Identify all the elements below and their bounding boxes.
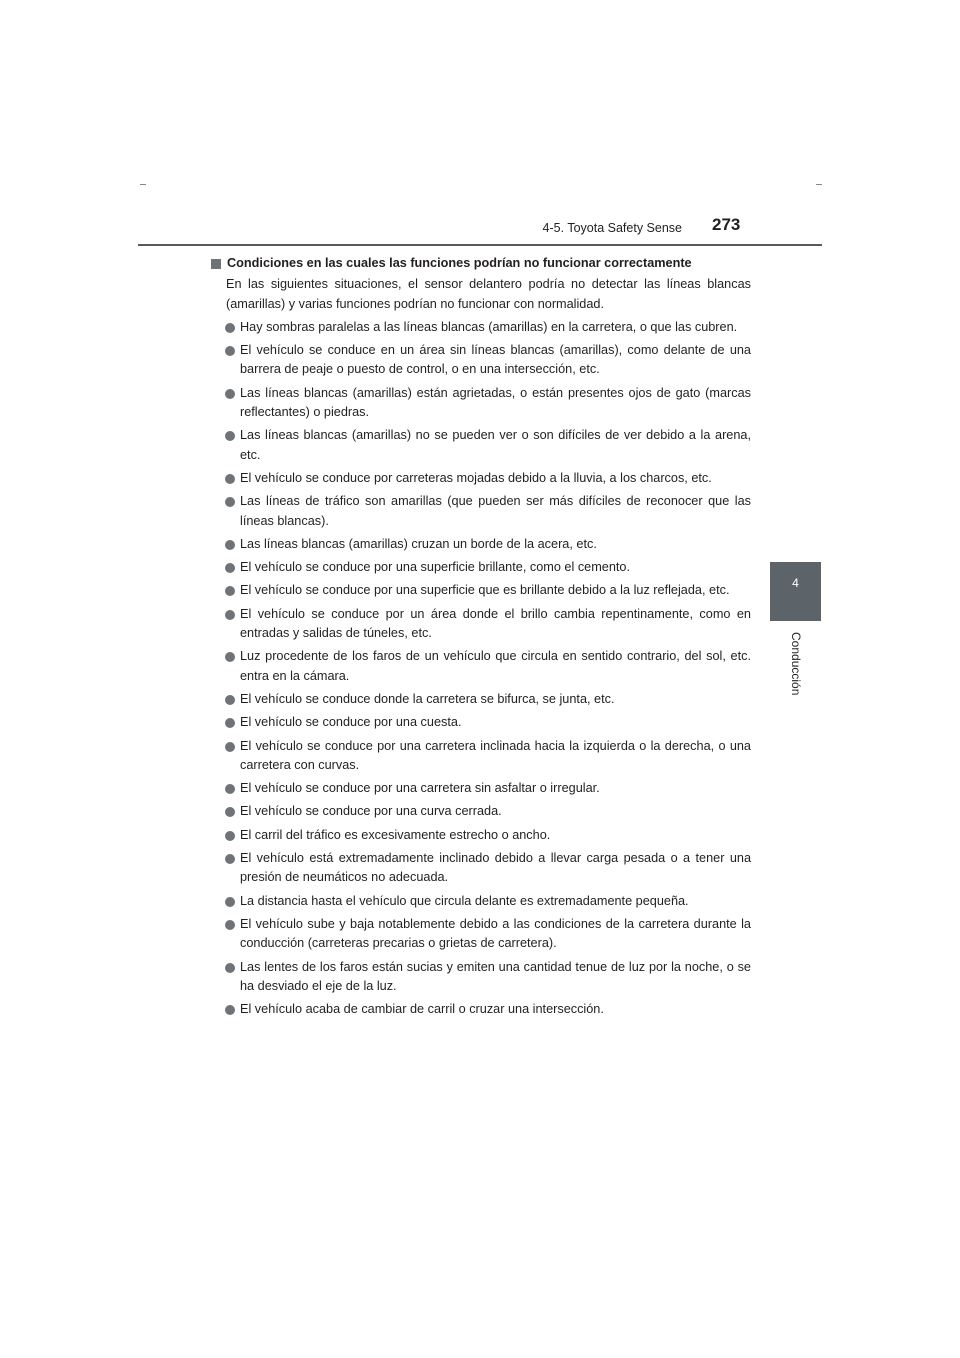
section-heading-text: Condiciones en las cuales las funciones podrían no funcionar correctamente [227,256,692,270]
list-item-text: El vehículo se conduce por una cuesta. [240,715,462,730]
list-item [210,690,751,709]
list-item [210,469,751,488]
list-item-text: Las líneas blancas (amarillas) cruzan un borde de la acera, etc. [240,536,597,551]
page-number: 273 [712,215,741,234]
list-item [210,605,751,644]
circle-bullet-icon [225,695,235,705]
list-item [210,737,751,776]
list-item-text: El vehículo sube y baja notablemente debido a las condiciones de la carretera durante la conducción (carreteras precarias o grietas de carretera). [240,916,751,951]
list-item-text: El vehículo se conduce por una curva cerrada. [240,804,502,819]
list-item-text: Hay sombras paralelas a las líneas blancas (amarillas) en la carretera, o que las cubren. [240,319,738,334]
conditions-list [210,318,751,1020]
list-item-text: La distancia hasta el vehículo que circula delante es extremadamente pequeña. [240,893,689,908]
list-item-text: El vehículo se conduce por una carretera inclinada hacia la izquierda o la derecha, o una carretera con curvas. [240,738,751,772]
list-item-text: El carril del tráfico es excesivamente estrecho o ancho. [240,827,551,842]
circle-bullet-icon [225,1005,235,1015]
list-item-text: El vehículo se conduce por carreteras mojadas debido a la lluvia, a los charcos, etc. [240,470,712,485]
list-item [210,318,751,337]
list-item [210,849,751,888]
circle-bullet-icon [225,742,235,752]
circle-bullet-icon [225,540,235,550]
circle-bullet-icon [225,854,235,864]
list-item-text: Las líneas blancas (amarillas) no se pueden ver o son difíciles de ver debido a la arena, etc. [240,428,751,462]
list-item [210,915,751,954]
circle-bullet-icon [225,784,235,794]
list-item [210,802,751,821]
list-item [210,426,751,465]
list-item [210,1000,751,1019]
circle-bullet-icon [225,897,235,907]
list-item [210,341,751,380]
circle-bullet-icon [225,807,235,817]
header-section-title: 4-5. Toyota Safety Sense [542,221,682,235]
list-item-text: Las líneas de tráfico son amarillas (que pueden ser más difíciles de reconocer que las líneas blancas). [240,494,751,528]
list-item-text: Las líneas blancas (amarillas) están agrietadas, o están presentes ojos de gato (marcas reflectantes) o piedras. [240,385,751,420]
circle-bullet-icon [225,431,235,441]
list-item-text: Las lentes de los faros están sucias y emiten una cantidad tenue de luz por la noche, o se ha desviado el eje de la luz. [240,959,751,993]
crop-mark-left [140,184,146,185]
list-item-text: El vehículo se conduce por una carretera sin asfaltar o irregular. [240,781,600,796]
list-item [210,647,751,686]
list-item-text: El vehículo se conduce por un área donde el brillo cambia repentinamente, como en entradas y salidas de túneles, etc. [240,606,751,641]
circle-bullet-icon [225,586,235,596]
list-item [210,581,751,600]
circle-bullet-icon [225,718,235,728]
circle-bullet-icon [225,963,235,973]
circle-bullet-icon [225,652,235,662]
circle-bullet-icon [225,346,235,356]
circle-bullet-icon [225,920,235,930]
circle-bullet-icon [225,831,235,841]
crop-mark-right [816,184,822,185]
list-item [210,492,751,531]
list-item [210,826,751,845]
list-item [210,384,751,423]
list-item-text: El vehículo se conduce donde la carretera se bifurca, se junta, etc. [240,691,615,706]
list-item [210,713,751,732]
list-item [210,892,751,911]
circle-bullet-icon [225,389,235,399]
list-item [210,558,751,577]
header-divider [138,244,822,246]
chapter-tab-number: 4 [792,576,799,590]
list-item [210,779,751,798]
circle-bullet-icon [225,323,235,333]
square-bullet-icon [211,259,221,269]
list-item-text: El vehículo se conduce en un área sin líneas blancas (amarillas), como delante de una barrera de peaje o puesto de control, o en una intersección, etc. [240,343,751,377]
list-item [210,535,751,554]
list-item [210,958,751,997]
circle-bullet-icon [225,563,235,573]
chapter-tab-label: Conducción [789,632,803,696]
list-item-text: El vehículo se conduce por una superficie que es brillante debido a la luz reflejada, etc. [240,583,730,598]
main-content [210,254,751,1023]
list-item-text: Luz procedente de los faros de un vehículo que circula en sentido contrario, del sol, etc. entra en la cámara. [240,649,751,683]
circle-bullet-icon [225,474,235,484]
list-item-text: El vehículo está extremadamente inclinado debido a llevar carga pesada o a tener una presión de neumáticos no adecuada. [240,851,751,885]
section-intro: En las siguientes situaciones, el sensor delantero podría no detectar las líneas blancas (amarillas) y varias funciones podrían no funcionar con normalidad. [226,277,751,311]
chapter-tab [770,562,821,621]
circle-bullet-icon [225,610,235,620]
section-heading [210,254,751,273]
circle-bullet-icon [225,497,235,507]
list-item-text: El vehículo acaba de cambiar de carril o cruzar una intersección. [240,1002,604,1017]
list-item-text: El vehículo se conduce por una superficie brillante, como el cemento. [240,560,631,575]
